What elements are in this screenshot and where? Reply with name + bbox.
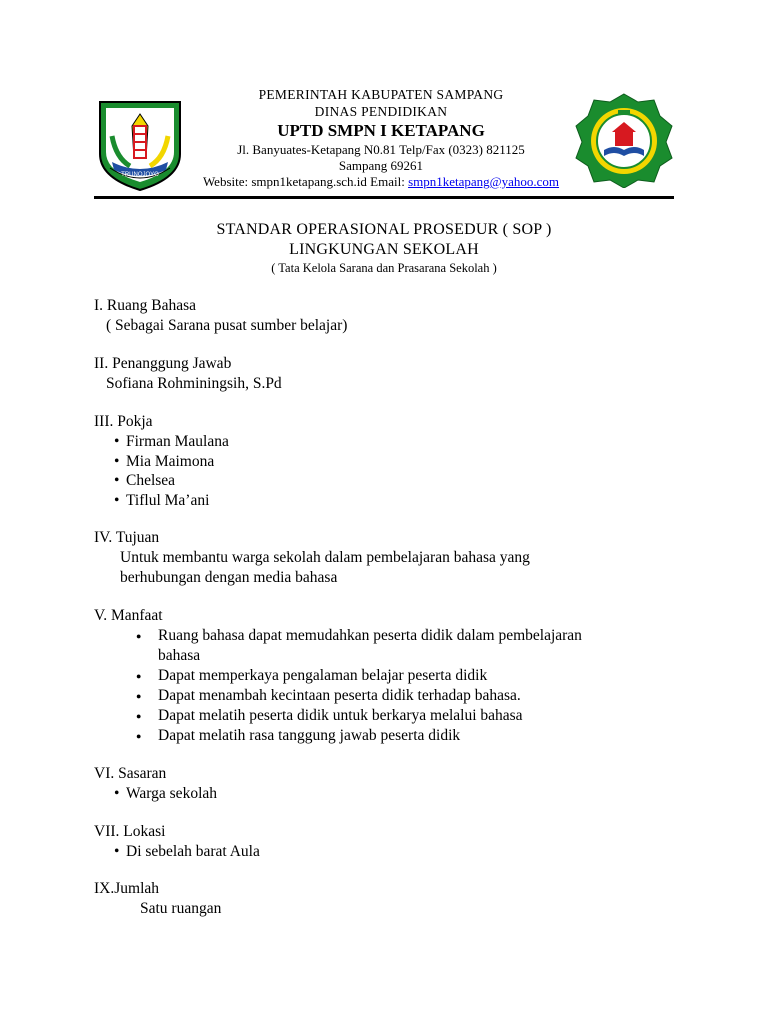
letterhead-address: Jl. Banyuates-Ketapang N0.81 Telp/Fax (0323) 821125 bbox=[237, 142, 525, 157]
school-emblem bbox=[574, 92, 674, 188]
sampang-regency-emblem bbox=[94, 96, 186, 192]
emblem-label: TRUNOJOYO bbox=[121, 172, 159, 178]
document-title bbox=[0, 220, 768, 276]
section-text-tujuan-line2: berhubungan dengan media bahasa bbox=[120, 569, 338, 586]
section-heading-pokja: III. Pokja bbox=[94, 413, 153, 430]
title-line2: LINGKUNGAN SEKOLAH bbox=[289, 241, 479, 258]
section-heading-penanggung-jawab: II. Penanggung Jawab bbox=[94, 355, 232, 372]
letterhead-divider bbox=[94, 196, 674, 199]
list-item: • Firman Maulana bbox=[94, 432, 694, 452]
letterhead-postal: Sampang 69261 bbox=[338, 158, 424, 173]
sasaran-list bbox=[94, 784, 694, 804]
section-heading-ruang-bahasa: I. Ruang Bahasa bbox=[94, 297, 197, 314]
list-item: • Mia Maimona bbox=[94, 452, 694, 472]
email-link[interactable]: smpn1ketapang@yahoo.com bbox=[408, 174, 560, 189]
list-item: ● Dapat melatih peserta didik untuk berkarya melalui bahasa bbox=[94, 706, 694, 726]
section-heading-lokasi: VII. Lokasi bbox=[94, 822, 166, 840]
letterhead bbox=[0, 82, 768, 198]
section-text-jumlah: Satu ruangan bbox=[140, 900, 222, 917]
section-heading-jumlah: IX.Jumlah bbox=[94, 880, 160, 897]
section-text-penanggung-jawab: Sofiana Rohminingsih, S.Pd bbox=[106, 375, 282, 392]
letterhead-contact bbox=[186, 174, 576, 190]
letterhead-text bbox=[186, 86, 576, 190]
manfaat-list bbox=[94, 626, 694, 746]
list-item: • Di sebelah barat Aula bbox=[94, 842, 694, 862]
section-heading-tujuan: IV. Tujuan bbox=[94, 529, 160, 546]
list-item: ● Dapat memperkaya pengalaman belajar peserta didik bbox=[94, 666, 694, 686]
pokja-list bbox=[94, 432, 694, 510]
section-heading-sasaran: VI. Sasaran bbox=[94, 765, 167, 782]
section-text-ruang-bahasa: ( Sebagai Sarana pusat sumber belajar) bbox=[106, 317, 348, 334]
website-label: Website: smpn1ketapang.sch.id Email: bbox=[202, 174, 409, 189]
title-line1: STANDAR OPERASIONAL PROSEDUR ( SOP ) bbox=[216, 221, 552, 238]
list-item bbox=[94, 626, 694, 666]
list-item: ● Dapat melatih rasa tanggung jawab peserta didik bbox=[94, 726, 694, 746]
list-item: ● Dapat menambah kecintaan peserta didik terhadap bahasa. bbox=[94, 686, 694, 706]
list-item: • Warga sekolah bbox=[94, 784, 694, 804]
section-text-tujuan-line1: Untuk membantu warga sekolah dalam pembelajaran bahasa yang bbox=[120, 549, 530, 566]
list-item: • Tiflul Ma’ani bbox=[94, 491, 694, 511]
section-heading-manfaat: V. Manfaat bbox=[94, 607, 163, 624]
title-subtitle: ( Tata Kelola Sarana dan Prasarana Sekolah ) bbox=[271, 261, 497, 275]
document-body bbox=[94, 296, 694, 919]
letterhead-government: PEMERINTAH KABUPATEN SAMPANG bbox=[258, 87, 504, 102]
list-item: • Chelsea bbox=[94, 471, 694, 491]
list-item-text-cont: bahasa bbox=[158, 647, 201, 664]
letterhead-department: DINAS PENDIDIKAN bbox=[314, 104, 448, 119]
list-item-text: Ruang bahasa dapat memudahkan peserta didik dalam pembelajaran bbox=[158, 627, 582, 644]
lokasi-list bbox=[94, 842, 694, 862]
letterhead-school-name: UPTD SMPN I KETAPANG bbox=[277, 121, 485, 140]
